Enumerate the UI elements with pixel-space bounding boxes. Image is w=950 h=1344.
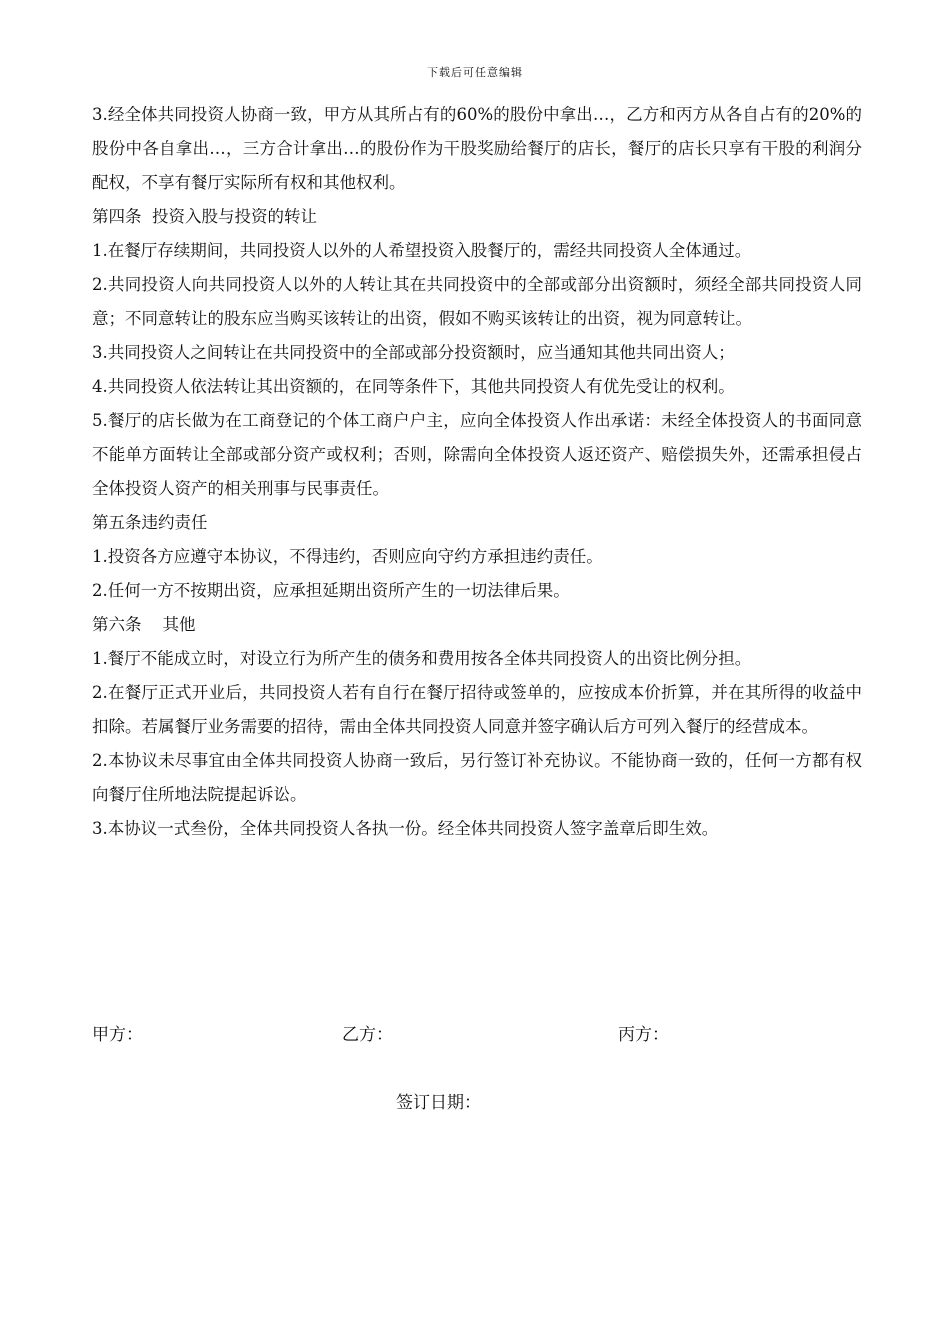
sign-date-label: 签订日期： [396,1093,481,1113]
article-4-clause-1: 1.在餐厅存续期间，共同投资人以外的人希望投资入股餐厅的，需经共同投资人全体通过。 [92,241,752,260]
article-6-clause-2: 2.在餐厅正式开业后，共同投资人若有自行在餐厅招待或签单的，应按成本价折算，并在其所得的收益中扣除。若属餐厅业务需要的招待，需由全体共同投资人同意并签字确认后方可列入餐厅的经营成本。 [92,683,862,736]
agreement-body [92,98,862,846]
article-4-clause-2: 2.共同投资人向共同投资人以外的人转让其在共同投资中的全部或部分出资额时，须经全部共同投资人同意；不同意转让的股东应当购买该转让的出资，假如不购买该转让的出资，视为同意转让。 [92,275,862,328]
article-6-clause-3: 3.本协议一式叁份，全体共同投资人各执一份。经全体共同投资人签字盖章后即生效。 [92,819,719,838]
party-a-signature-label: 甲方： [92,1025,143,1045]
article-4-heading: 第四条 投资入股与投资的转让 [92,207,317,226]
signature-block [92,1020,862,1050]
article-5-clause-2: 2.任何一方不按期出资，应承担延期出资所产生的一切法律后果。 [92,581,570,600]
header-note: 下载后可任意编辑 [427,66,523,79]
article-6-clause-1: 1.餐厅不能成立时，对设立行为所产生的债务和费用按各全体共同投资人的出资比例分担。 [92,649,752,668]
article-6-clause-2b: 2.本协议未尽事宜由全体共同投资人协商一致后，另行签订补充协议。不能协商一致的，任何一方都有权向餐厅住所地法院提起诉讼。 [92,751,862,804]
article-4-clause-5: 5.餐厅的店长做为在工商登记的个体工商户户主，应向全体投资人作出承诺：未经全体投资人的书面同意不能单方面转让全部或部分资产或权利；否则，除需向全体投资人返还资产、赔偿损失外，还需承担侵占全体投资人资产的相关刑事与民事责任。 [92,411,862,498]
article-4-clause-3: 3.共同投资人之间转让在共同投资中的全部或部分投资额时，应当通知其他共同出资人； [92,343,735,362]
article-5-clause-1: 1.投资各方应遵守本协议，不得违约，否则应向守约方承担违约责任。 [92,547,603,566]
article-6-heading: 第六条 其他 [92,615,196,634]
article-4-clause-4: 4.共同投资人依法转让其出资额的，在同等条件下，其他共同投资人有优先受让的权利。 [92,377,735,396]
party-c-signature-label: 丙方： [618,1025,669,1045]
article-5-heading: 第五条违约责任 [92,513,208,532]
clause-3-dry-shares: 3.经全体共同投资人协商一致，甲方从其所占有的60%的股份中拿出…，乙方和丙方从各自占有的20%的股份中各自拿出…，三方合计拿出…的股份作为干股奖励给餐厅的店长，餐厅的店长只享有干股的利润分配权，不享有餐厅实际所有权和其他权利。 [92,105,862,192]
party-b-signature-label: 乙方： [342,1025,393,1045]
